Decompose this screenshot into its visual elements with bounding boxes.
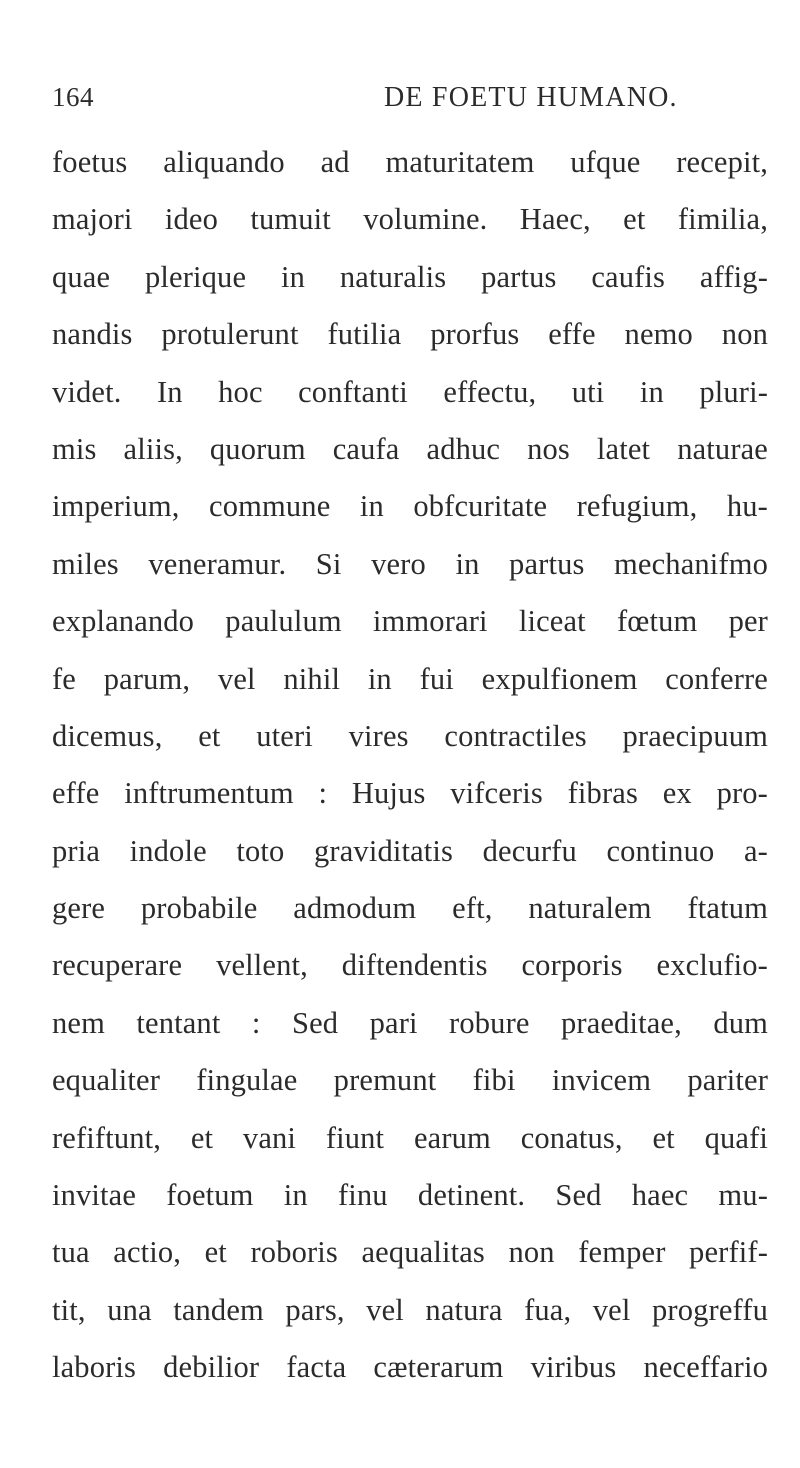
text-line: videt. In hoc conftanti effectu, uti in pluri- xyxy=(52,374,768,409)
text-line: refiftunt, et vani fiunt earum conatus, et quafi xyxy=(52,1120,768,1155)
text-line: fe parum, vel nihil in fui expulfionem conferre xyxy=(52,661,768,696)
text-line: tit, una tandem pars, vel natura fua, vel progreffu xyxy=(52,1292,768,1327)
text-line: quae plerique in naturalis partus caufis affig- xyxy=(52,259,768,294)
text-line: majori ideo tumuit volumine. Haec, et fimilia, xyxy=(52,202,768,237)
text-line: invitae foetum in finu detinent. Sed haec mu- xyxy=(52,1178,768,1213)
text-line: pria indole toto graviditatis decurfu continuo a- xyxy=(52,833,768,868)
body-text xyxy=(52,134,768,1397)
text-line: dicemus, et uteri vires contractiles praecipuum xyxy=(52,718,768,753)
text-line: miles veneramur. Si vero in partus mechanifmo xyxy=(52,546,768,581)
text-line: explanando paululum immorari liceat fœtum per xyxy=(52,604,768,639)
text-line: equaliter fingulae premunt fibi invicem pariter xyxy=(52,1063,768,1098)
text-line: mis aliis, quorum caufa adhuc nos latet naturae xyxy=(52,431,768,466)
text-line: nandis protulerunt futilia prorfus effe nemo non xyxy=(52,317,768,352)
page-number: 164 xyxy=(52,82,94,112)
running-title: DE FOETU HUMANO. xyxy=(384,82,678,113)
text-line: effe inftrumentum : Hujus vifceris fibras ex pro- xyxy=(52,776,768,811)
text-line: tua actio, et roboris aequalitas non femper perfif- xyxy=(52,1235,768,1270)
text-line: nem tentant : Sed pari robure praeditae, dum xyxy=(52,1005,768,1040)
text-line: imperium, commune in obfcuritate refugium, hu- xyxy=(52,489,768,524)
text-line: laboris debilior facta cæterarum viribus neceffario xyxy=(52,1350,768,1385)
text-line: foetus aliquando ad maturitatem ufque recepit, xyxy=(52,145,768,179)
text-line: gere probabile admodum eft, naturalem ftatum xyxy=(52,891,768,926)
running-head xyxy=(48,82,748,122)
text-line: recuperare vellent, diftendentis corporis exclufio- xyxy=(52,948,768,983)
